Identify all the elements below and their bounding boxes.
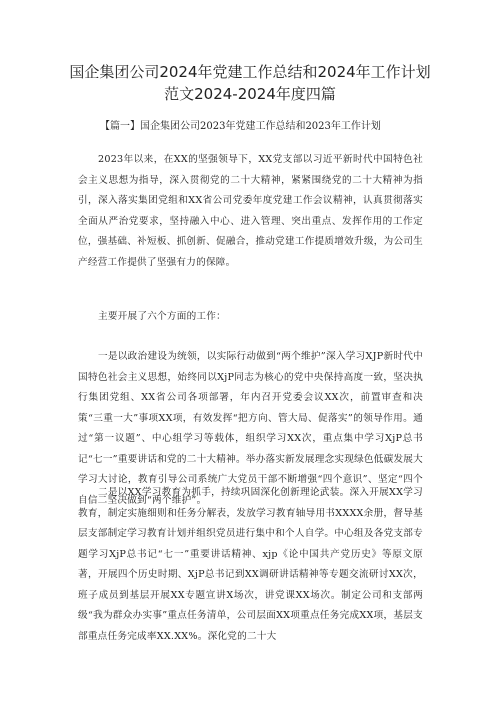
section-heading: 【篇一】国企集团公司2023年党建工作总结和2023年工作计划	[100, 121, 381, 132]
paragraph-political-building: 一是以政治建设为统领，以实际行动做到“两个维护”深入学习XJP新时代中国特色社会主义思想，始终同以XjP同志为核心的党中央保持高度一致，坚决执行集团党组、XX省公司各项部署，年内召开党委会议XX次，前置审查和决策“三重一大”事项XX项，有效发挥“把方向、管大局、促落实”的领导作用。通过“第一议题”、中心组学习等载体，组织学习XX次，重点集中学习XjP总书记“七一”重要讲话和党的二十大精神。举办落实新发展理念实现绿色低碳发展大学习大讨论，教育引导公司系统广大党员干部不断增强“四个意识”、坚定“四个自信二坚决做到“两个维护”。	[78, 351, 423, 506]
document-title-line-2: 范文2024-2024年度四篇	[164, 85, 336, 103]
paragraph-intro: 2023年以来，在XX的坚强领导下，XX党支部以习近平新时代中国特色社会主义思想为指导，深入贯彻党的二十大精神，紧紧围绕党的二十大精神为指引，深入落实集团党组和XX省公司党委年度党建工作会议精神，认真贯彻落实全面从严治党要求，坚持融入中心、进入管理、突出重点、发挥作用的工作定位，强基础、补短板、抓创新、促融合，推动党建工作提质增效升级，为公司生产经营工作提供了坚强有力的保障。	[78, 154, 423, 268]
paragraph-summary: 主要开展了六个方面的工作：	[98, 311, 226, 322]
document-title-line-1: 国企集团公司2024年党建工作总结和2024年工作计划	[69, 63, 431, 81]
paragraph-study-education: 二是以XX学习教育为抓手，持续巩固深化创新理论武装。深入开展XX学习教育，制定实施细则和任务分解表，发放学习教育轴导用书XXXX余册，督导基层支部制定学习教育计划并组织党员进行集中和个人自学。中心组及各党支部专题学习XjP总书记“七一”重要讲话精神、xjp《论中国共产党历史》等原文原著，开展四个历史时期、XjP总书记到XX调研讲话精神等专题交流研讨XX次，班子成员到基层开展XX专题宣讲X场次，讲党课XX场次。制定公司和支部两级“我为群众办实事”重点任务清单，公司层面XX项重点任务完成XX项，基层支部重点任务完成率XX.XX%。深化党的二十大	[78, 487, 423, 642]
